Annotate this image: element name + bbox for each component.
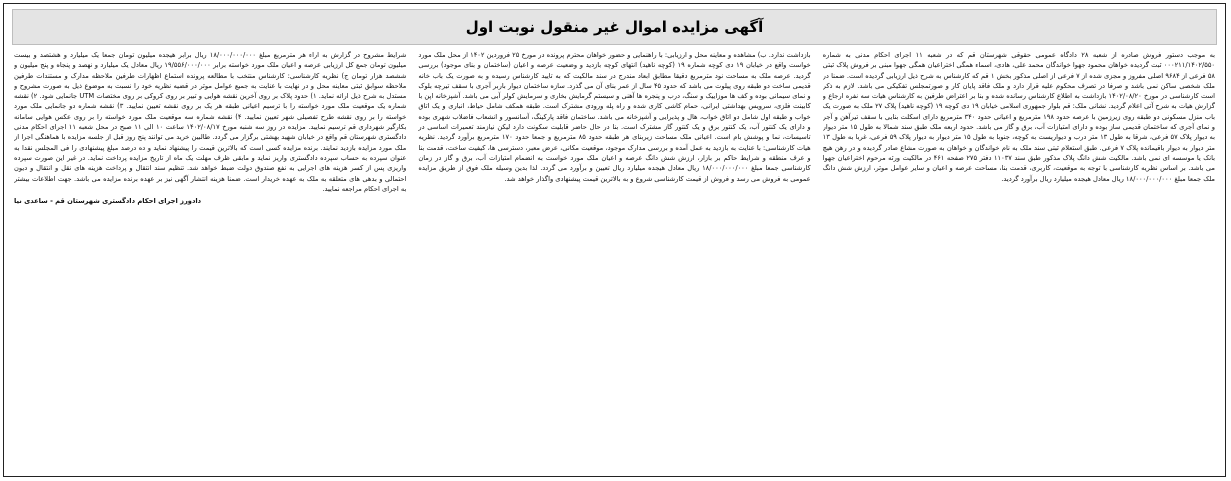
notice-paragraph: شرایط مشروح در گزارش به اراء هر مترمربع مبلغ ۱۸/۰۰۰/۰۰۰/۰۰۰ ریال برابر هیجده میلیون تومان جمعا یک میلیارد و هشتصد و بیست میلیون تومان جمع کل ارزیابی عرصه و اعیان ملک مورد خواسته برابر ۱۹/۵۵۶/۰۰۰/۰۰۰ ریال معادل یک میلیارد و نهصد و پنجاه و پنج میلیون و ششصد هزار تومان ج) نظریه کارشناسی: کارشناس منتخب با مطالعه پرونده استماع اظهارات طرفین ملاحظه مدارک و مستندات طرفین ملاحظه سوابق ثبتی معاینه محل و در نهایت با عنایت به جمیع عوامل موثر در قضیه نظریه خود را نسبت به موضوع ذیل به صورت مشروح و مستدل به شرح ذیل ارائه نماید. ۱) حدود پلاک بر روی آخرین نقشه هوایی و تبیر بر روی کروکی بر روی مختصات UTM جانمایی شود. ۲) نقشه شماره یک موقعیت ملک مورد خواسته را با ترسیم اعیانی طبقه هر یک بر روی نقشه تعیین نمایید. ۳) نقشه شماره دو جانمایی ملک مورد خواسته را بر روی نقشه طرح تفصیلی شهر تعیین نمایید. ۴) نقشه شماره سه موقعیت ملک مورد خواسته را بر روی عکس هوایی سامانه بکارگیر شهرداری قم ترسیم نمایید. مزایده در روز سه شنبه مورخ ۱۴۰۲/۰۸/۱۷ ساعت ۱۰ الی ۱۱ صبح در محل شعبه ۱۱ اجرای احکام مدنی دادگستری شهرستان قم واقع در خیابان شهید بهشتی برگزار می گردد. طالبین خرید می توانند پنج روز قبل از جلسه مزایده با هماهنگی اجرا از ملک مورد مزایده بازدید نمایند. برنده مزایده کسی است که بالاترین قیمت را پیشنهاد نماید و ده درصد مبلغ پیشنهادی را فی المجلس نقدا به عنوان سپرده به حساب سپرده دادگستری واریز نماید و مابقی ظرف مهلت یک ماه از تاریخ مزایده پرداخت نماید. در غیر این صورت سپرده واریزی پس از کسر هزینه های اجرایی به نفع صندوق دولت ضبط خواهد شد. تنظیم سند انتقال و پرداخت هزینه های نقل و انتقال و دیون احتمالی و بدهی های متعلقه به ملک به عهده خریدار است. ضمنا هزینه انتشار آگهی نیز بر عهده برنده مزایده می باشد. جهت اطلاعات بیشتر به اجرای احکام مراجعه نمایید. xyxy=(14,51,407,193)
notice-paragraph: به موجب دستور فروش صادره از شعبه ۲۸ دادگاه عمومی حقوقی شهرستان قم که در شعبه ۱۱ اجرای احکام مدنی به شماره ۰۰۰۲۱۱/۱۴۰۲/۵۵۰ ثبت گردیده خواهان محمود جهوا خواندگان محمد علی، هادی، اسماء همگی اختراعیان همگی جهوا مبنی بر فروش پلاک ثبتی ۵۸ فرعی از ۹۶۸۴ اصلی مفروز و مجزی شده از ۷ فرعی از اصلی مذکور بخش ۱ قم که کارشناس به شرح ذیل ارزیابی گردیده است. ضمنا در ملک شخصی ساکن نمی باشد و صرفا در تصرف محکوم علیه قرار دارد و ملک فاقد پایان کار و صورتمجلس تفکیکی می باشد. لازم به ذکر است کارشناسی در مورخ ۱۴۰۲/۰۸/۲۰ بازداشت به اطلاع کارشناس رسانده شده و بنا بر اعتراض طرفین به کارشناس هیات سه نفره ارجاع و گزارش هیات به شرح آتی اعلام گردید. نشانی ملک: قم بلوار جمهوری اسلامی خیابان ۱۹ دی کوچه ۱۹ (کوچه ناهید) پلاک ۲۷ ملک به صورت یک باب منزل مسکونی دو طبقه روی زیرزمین با عرصه حدود ۱۹۸ مترمربع و اعیانی حدود ۳۴۰ مترمربع دارای اسکلت بنایی با سقف تیرآهن و آجر و نمای آجری که ساختمان قدیمی ساز بوده و دارای امتیازات آب، برق و گاز می باشد. حدود اربعه ملک طبق سند شمالا به طول ۱۵ متر دیوار به دیوار پلاک ۵۷ فرعی، شرقا به طول ۱۳ متر درب و دیواریست به کوچه، جنوبا به طول ۱۵ متر دیوار به دیوار پلاک ۵۹ فرعی، غربا به طول ۱۳ متر دیوار به دیوار باقیمانده پلاک ۷ فرعی. طبق استعلام ثبتی سند ملک به نام خواندگان و خواهان به صورت مشاع صادر گردیده و در رهن هیچ بانک یا موسسه ای نمی باشد. مالکیت شش دانگ پلاک مذکور طبق سند ۱۱۰۳۷ دفتر ۲۷۵ صفحه ۴۶۱ در مالکیت ورثه مرحوم اختراعیان جهوا می باشد. بر اساس نظریه کارشناسی با توجه به موقعیت، کاربری، قدمت بنا، مساحت عرصه و اعیان و سایر عوامل موثر، ارزش شش دانگ ملک جمعا مبلغ ۱۸/۰۰۰/۰۰۰/۰۰۰ ریال معادل هیجده میلیارد ریال برآورد گردید. xyxy=(822,51,1215,183)
notice-column-left xyxy=(14,50,406,468)
notice-title: آگهی مزایده اموال غیر منقول نوبت اول xyxy=(465,18,764,36)
notice-column-middle xyxy=(418,50,810,468)
notice-paragraph: بازداشت ندارد. ب) مشاهده و معاینه محل و ارزیابی: با راهنمایی و حضور خواهان محترم پرونده در مورخ ۲۵ فروردین ۱۴۰۲ از محل ملک مورد خواست واقع در خیابان ۱۹ دی کوچه شماره ۱۹ (کوچه ناهید) انتهای کوچه بازدید و وضعیت عرصه و اعیان (ساختمان و بنای موجود) بررسی گردید. عرصه ملک به مساحت نود مترمربع دقیقا مطابق ابعاد مندرج در سند مالکیت که به تایید کارشناس رسیده و به صورت یک باب خانه قدیمی ساخت دو طبقه روی پیلوت می باشد که حدود ۴۵ سال از عمر بنای آن می گذرد. سازه ساختمان دیوار باربر آجری با سقف تیرچه بلوک و نمای سیمانی بوده و کف ها موزاییک و سنگ، درب و پنجره ها آهنی و سیستم گرمایش بخاری و سرمایش کولر آبی می باشد. آشپزخانه اپن با کابینت فلزی، سرویس بهداشتی ایرانی، حمام کاشی کاری شده و راه پله ورودی مشترک است. طبقه همکف شامل حیاط، انباری و یک اتاق خواب و طبقه اول شامل دو اتاق خواب، هال و پذیرایی و آشپزخانه می باشد. ساختمان فاقد پارکینگ، آسانسور و انشعاب فاضلاب شهری بوده و دارای یک کنتور آب، یک کنتور برق و یک کنتور گاز مشترک است. بنا در حال حاضر قابلیت سکونت دارد لیکن نیازمند تعمیرات اساسی در تاسیسات، نما و پوشش بام است. اعیانی ملک مساحت زیربنای هر طبقه حدود ۸۵ مترمربع و جمعا حدود ۱۷۰ مترمربع برآورد گردید. نظریه هیات کارشناسی: با عنایت به بازدید به عمل آمده و بررسی مدارک موجود، موقعیت مکانی، عرض معبر، دسترسی ها، کیفیت ساخت، قدمت بنا و عرف منطقه و شرایط حاکم بر بازار، ارزش شش دانگ عرصه و اعیان ملک مورد خواست به انضمام امتیازات آب، برق و گاز در زمان کارشناسی جمعا مبلغ ۱۸/۰۰۰/۰۰۰/۰۰۰ ریال معادل هیجده میلیارد ریال تعیین و برآورد می گردد. لذا بدین وسیله ملک فوق از طریق مزایده عمومی به فروش می رسد و فروش از قیمت کارشناسی شروع و به بالاترین قیمت پیشنهادی واگذار خواهد شد. xyxy=(418,51,811,183)
notice-title-bar xyxy=(12,9,1217,45)
notice-signature: دادورز اجرای احکام دادگستری شهرستان قم - ساعدی نیا xyxy=(14,197,202,206)
notice-column-right xyxy=(823,50,1215,468)
auction-notice xyxy=(3,3,1226,477)
notice-body xyxy=(14,50,1215,468)
